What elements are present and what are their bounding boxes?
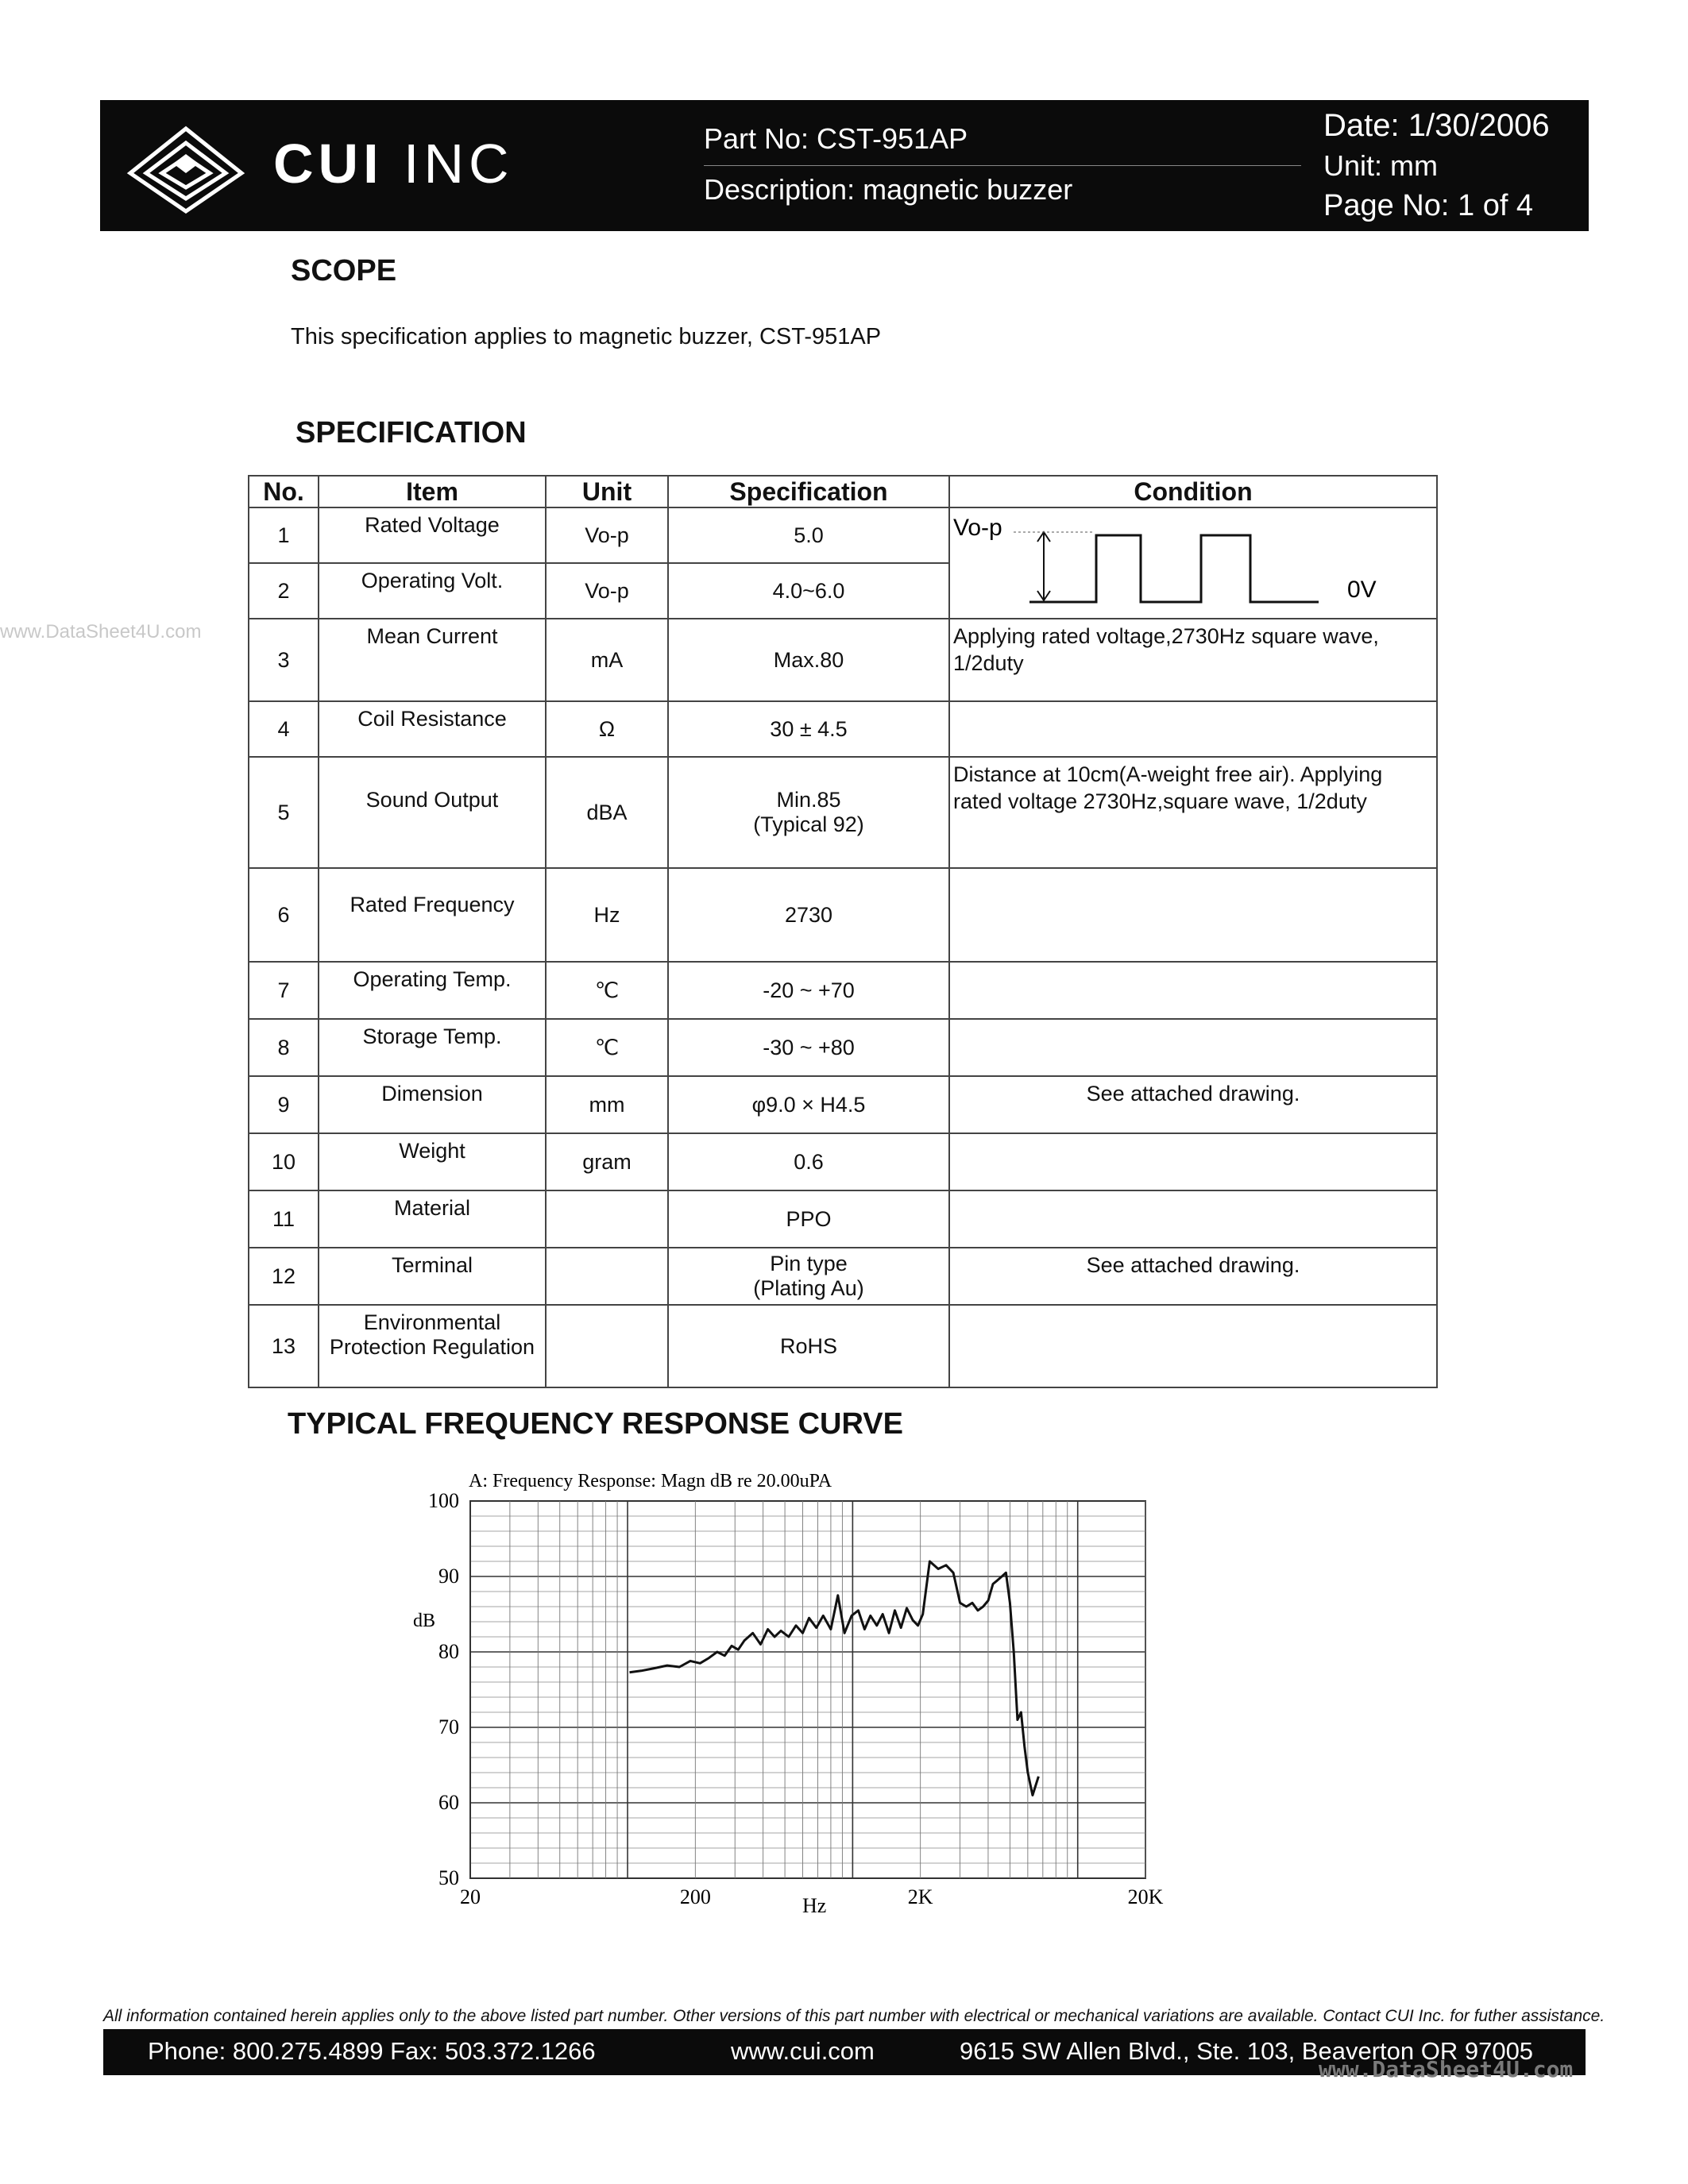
cell-unit: ℃: [546, 1019, 668, 1076]
cell-item: Dimension: [319, 1076, 546, 1133]
table-row: [249, 1305, 1437, 1387]
chart-title: A: Frequency Response: Magn dB re 20.00uPA: [469, 1471, 832, 1491]
x-tick-label: 200: [679, 1885, 711, 1908]
cell-no: 3: [249, 619, 319, 701]
x-axis-label: Hz: [802, 1894, 827, 1917]
y-tick-label: 90: [438, 1565, 459, 1588]
cui-logo-icon: [122, 114, 249, 216]
cell-unit: [546, 1190, 668, 1248]
spec-line1: Pin type: [770, 1252, 848, 1275]
cell-no: 8: [249, 1019, 319, 1076]
cell-unit: mA: [546, 619, 668, 701]
document-date: Date: 1/30/2006: [1323, 108, 1550, 143]
cell-spec: [668, 1248, 949, 1305]
scope-text: This specification applies to magnetic buzzer, CST-951AP: [291, 324, 882, 349]
item-line1: Environmental: [363, 1310, 501, 1334]
header-specification: Specification: [668, 476, 949, 507]
cell-spec: 4.0~6.0: [668, 563, 949, 619]
cell-unit: dBA: [546, 757, 668, 868]
footer-website[interactable]: www.cui.com: [731, 2037, 875, 2065]
table-row: [249, 1248, 1437, 1305]
x-tick-label: 20K: [1127, 1885, 1164, 1908]
cell-condition: [949, 701, 1437, 757]
header-no: No.: [249, 476, 319, 507]
cell-condition: See attached drawing.: [949, 1248, 1437, 1305]
table-row: [249, 757, 1437, 868]
watermark-left: www.DataSheet4U.com: [0, 621, 202, 642]
cell-spec: [668, 757, 949, 868]
chart-grid: [470, 1501, 1145, 1878]
table-header-row: [249, 476, 1437, 507]
document-header: [100, 100, 1589, 231]
cell-spec: 2730: [668, 868, 949, 962]
y-tick-label: 50: [438, 1866, 459, 1889]
square-wave-diagram: [950, 508, 1435, 616]
y-tick-label: 100: [428, 1489, 459, 1512]
spec-line2: (Plating Au): [753, 1276, 864, 1300]
specification-heading: SPECIFICATION: [295, 416, 527, 450]
table-row: [249, 507, 1437, 563]
company-name: CUI INC: [273, 133, 514, 195]
cell-spec: PPO: [668, 1190, 949, 1248]
cell-item: Material: [319, 1190, 546, 1248]
cell-unit: [546, 1248, 668, 1305]
cell-unit: Vo-p: [546, 563, 668, 619]
series-line: [630, 1561, 1039, 1796]
y-axis-label: dB: [413, 1611, 436, 1631]
cell-condition: [949, 962, 1437, 1019]
page-number: Page No: 1 of 4: [1323, 189, 1534, 222]
table-row: [249, 1190, 1437, 1248]
cell-condition: See attached drawing.: [949, 1076, 1437, 1133]
cell-no: 13: [249, 1305, 319, 1387]
cell-no: 10: [249, 1133, 319, 1190]
footer-disclaimer: All information contained herein applies only to the above listed part number. Other versions of this part number with electrical or mechanical variations are available. Contact CUI Inc. for futher assistance.: [103, 2007, 1605, 2025]
cell-item: Sound Output: [319, 757, 546, 868]
x-tick-label: 20: [460, 1885, 481, 1908]
cell-item: Weight: [319, 1133, 546, 1190]
table-row: [249, 1133, 1437, 1190]
table-row: [249, 701, 1437, 757]
wave-label-top: Vo-p: [953, 515, 1002, 541]
wave-label-bottom: 0V: [1347, 577, 1377, 603]
header-condition: Condition: [949, 476, 1437, 507]
part-description: Description: magnetic buzzer: [704, 173, 1073, 206]
cell-spec: -30 ~ +80: [668, 1019, 949, 1076]
cell-no: 2: [249, 563, 319, 619]
cell-unit: Ω: [546, 701, 668, 757]
cell-condition: [949, 1133, 1437, 1190]
frequency-response-chart: [381, 1461, 1207, 1930]
cell-item: Rated Frequency: [319, 868, 546, 962]
cell-no: 7: [249, 962, 319, 1019]
cell-item: Terminal: [319, 1248, 546, 1305]
cell-condition: Applying rated voltage,2730Hz square wave, 1/2duty: [949, 619, 1437, 701]
cell-item: Mean Current: [319, 619, 546, 701]
specification-table: [248, 475, 1438, 1388]
header-divider: [704, 165, 1301, 166]
header-item: Item: [319, 476, 546, 507]
document-unit: Unit: mm: [1323, 149, 1438, 182]
x-tick-label: 2K: [907, 1885, 933, 1908]
cell-condition-waveform: [949, 507, 1437, 619]
y-tick-label: 80: [438, 1640, 459, 1663]
cell-unit: [546, 1305, 668, 1387]
cell-condition: [949, 1190, 1437, 1248]
header-unit: Unit: [546, 476, 668, 507]
table-row: [249, 1076, 1437, 1133]
frequency-response-heading: TYPICAL FREQUENCY RESPONSE CURVE: [288, 1407, 903, 1441]
cell-unit: gram: [546, 1133, 668, 1190]
cell-item: Rated Voltage: [319, 507, 546, 563]
watermark-bottom-right: www.DataSheet4U.com: [1319, 2056, 1574, 2082]
cell-spec: -20 ~ +70: [668, 962, 949, 1019]
cell-item: Operating Temp.: [319, 962, 546, 1019]
cell-no: 5: [249, 757, 319, 868]
cell-spec: 30 ± 4.5: [668, 701, 949, 757]
footer-address: 9615 SW Allen Blvd., Ste. 103, Beaverton OR 97005: [960, 2037, 1534, 2065]
cell-unit: Hz: [546, 868, 668, 962]
cell-spec: RoHS: [668, 1305, 949, 1387]
cell-item: Storage Temp.: [319, 1019, 546, 1076]
footer-phone: Phone: 800.275.4899 Fax: 503.372.1266: [148, 2037, 596, 2065]
cell-unit: mm: [546, 1076, 668, 1133]
part-number: Part No: CST-951AP: [704, 122, 968, 155]
cell-condition: [949, 1305, 1437, 1387]
cell-spec: 0.6: [668, 1133, 949, 1190]
spec-line1: Min.85: [776, 788, 841, 812]
cell-spec: φ9.0 × H4.5: [668, 1076, 949, 1133]
y-tick-labels: [428, 1489, 459, 1889]
table-row: [249, 962, 1437, 1019]
cell-no: 4: [249, 701, 319, 757]
chart-series: [630, 1561, 1039, 1796]
cell-item: Coil Resistance: [319, 701, 546, 757]
cell-spec: Max.80: [668, 619, 949, 701]
cell-condition: [949, 1019, 1437, 1076]
y-tick-label: 70: [438, 1715, 459, 1738]
plot-frame: [470, 1501, 1145, 1878]
cell-condition: Distance at 10cm(A-weight free air). Applying rated voltage 2730Hz,square wave, 1/2duty: [949, 757, 1437, 868]
cell-item: [319, 1305, 546, 1387]
cell-unit: ℃: [546, 962, 668, 1019]
square-wave-line: [1029, 535, 1319, 602]
cell-no: 11: [249, 1190, 319, 1248]
cell-condition: [949, 868, 1437, 962]
cell-no: 9: [249, 1076, 319, 1133]
cell-unit: Vo-p: [546, 507, 668, 563]
table-row: [249, 868, 1437, 962]
spec-line2: (Typical 92): [753, 812, 864, 836]
scope-heading: SCOPE: [291, 254, 397, 287]
cell-no: 6: [249, 868, 319, 962]
cell-item: Operating Volt.: [319, 563, 546, 619]
cell-no: 1: [249, 507, 319, 563]
table-row: [249, 619, 1437, 701]
cell-no: 12: [249, 1248, 319, 1305]
table-row: [249, 1019, 1437, 1076]
cell-spec: 5.0: [668, 507, 949, 563]
item-line2: Protection Regulation: [329, 1335, 535, 1359]
y-tick-label: 60: [438, 1791, 459, 1814]
